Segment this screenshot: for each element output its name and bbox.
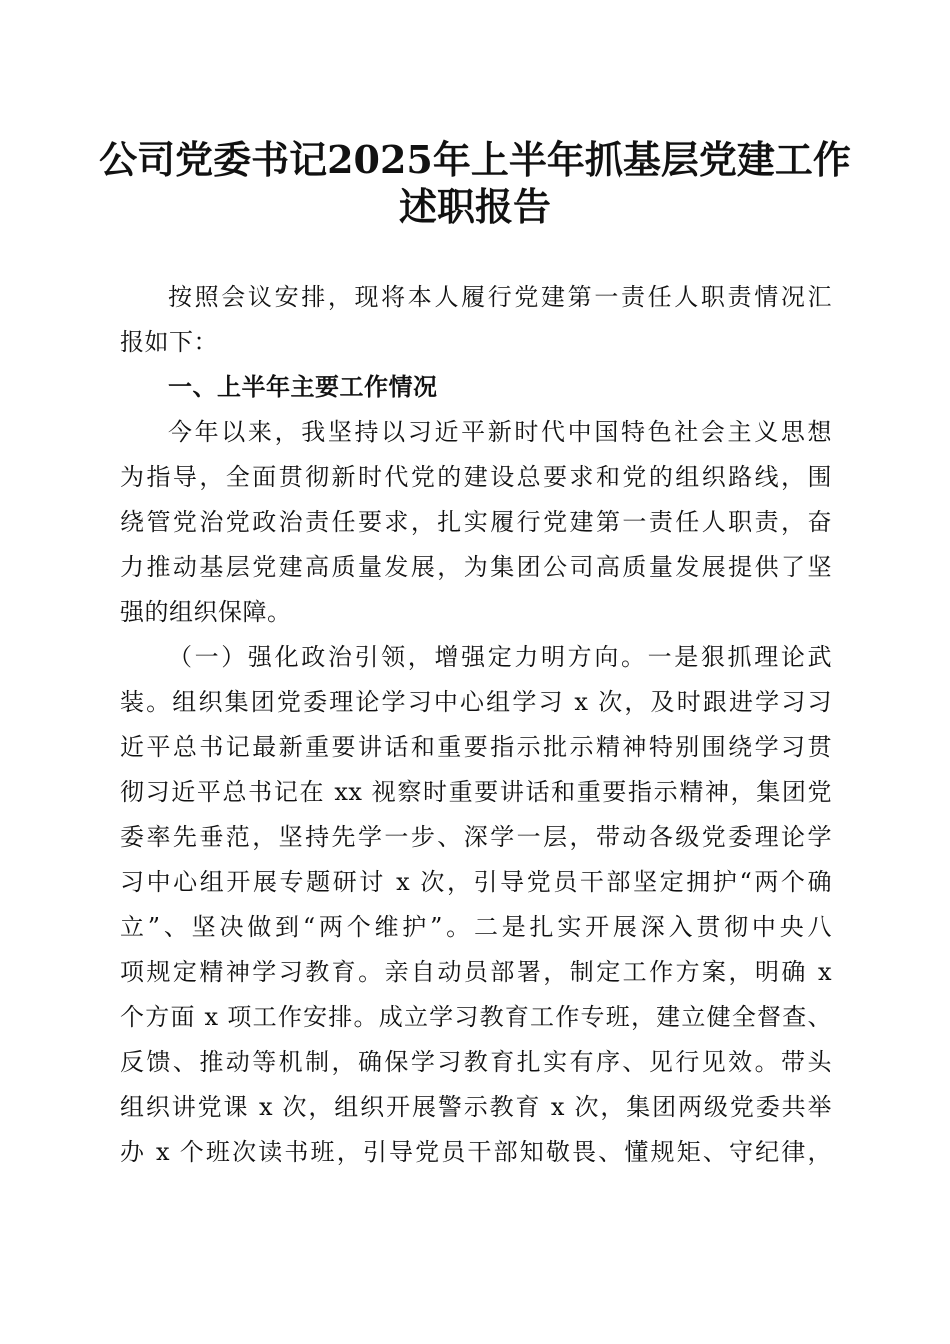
section-paragraph-line: 今年以来，我坚持以习近平新时代中国特色社会主义思想 — [168, 418, 832, 446]
subsection-paragraph-line: 彻习近平总书记在 xx 视察时重要讲话和重要指示精神，集团党 — [120, 778, 832, 806]
subsection-paragraph-line: 立”、坚决做到“两个维护”。二是扎实开展深入贯彻中央八 — [120, 913, 832, 941]
section-heading: 一、上半年主要工作情况 — [168, 373, 438, 401]
section-paragraph-line: 强的组织保障。 — [120, 598, 292, 626]
subsection-first-line-rest: 一是狠抓理论武 — [647, 643, 832, 671]
subsection-paragraph-line: 习中心组开展专题研讨 x 次，引导党员干部坚定拥护“两个确 — [120, 868, 832, 896]
subsection-paragraph-line: 委率先垂范，坚持先学一步、深学一层，带动各级党委理论学 — [120, 823, 832, 851]
section-paragraph-line: 力推动基层党建高质量发展，为集团公司高质量发展提供了坚 — [120, 553, 832, 581]
intro-line-2: 报如下： — [120, 328, 218, 356]
subsection-first-line — [168, 637, 832, 677]
subsection-paragraph-line: 办 x 个班次读书班，引导党员干部知敬畏、懂规矩、守纪律， — [120, 1138, 832, 1166]
document-title-line-2: 述职报告 — [398, 184, 551, 229]
subsection-paragraph-line: 装。组织集团党委理论学习中心组学习 x 次，及时跟进学习习 — [120, 688, 832, 716]
subsection-paragraph-line: 反馈、推动等机制，确保学习教育扎实有序、见行见效。带头 — [120, 1048, 832, 1076]
intro-line-1: 按照会议安排，现将本人履行党建第一责任人职责情况汇 — [168, 283, 832, 311]
subsection-paragraph-line: 个方面 x 项工作安排。成立学习教育工作专班，建立健全督查、 — [120, 1003, 832, 1031]
document-title-line-1: 公司党委书记2025年上半年抓基层党建工作 — [99, 137, 851, 182]
subsection-paragraph-line: 近平总书记最新重要讲话和重要指示批示精神特别围绕学习贯 — [120, 733, 832, 761]
section-paragraph-line: 为指导，全面贯彻新时代党的建设总要求和党的组织路线，围 — [120, 463, 832, 491]
subsection-paragraph-line: 组织讲党课 x 次，组织开展警示教育 x 次，集团两级党委共举 — [120, 1093, 832, 1121]
subsection-heading: （一）强化政治引领，增强定力明方向。 — [168, 643, 648, 671]
section-paragraph-line: 绕管党治党政治责任要求，扎实履行党建第一责任人职责，奋 — [120, 508, 832, 536]
subsection-paragraph-line: 项规定精神学习教育。亲自动员部署，制定工作方案，明确 x — [120, 958, 832, 986]
